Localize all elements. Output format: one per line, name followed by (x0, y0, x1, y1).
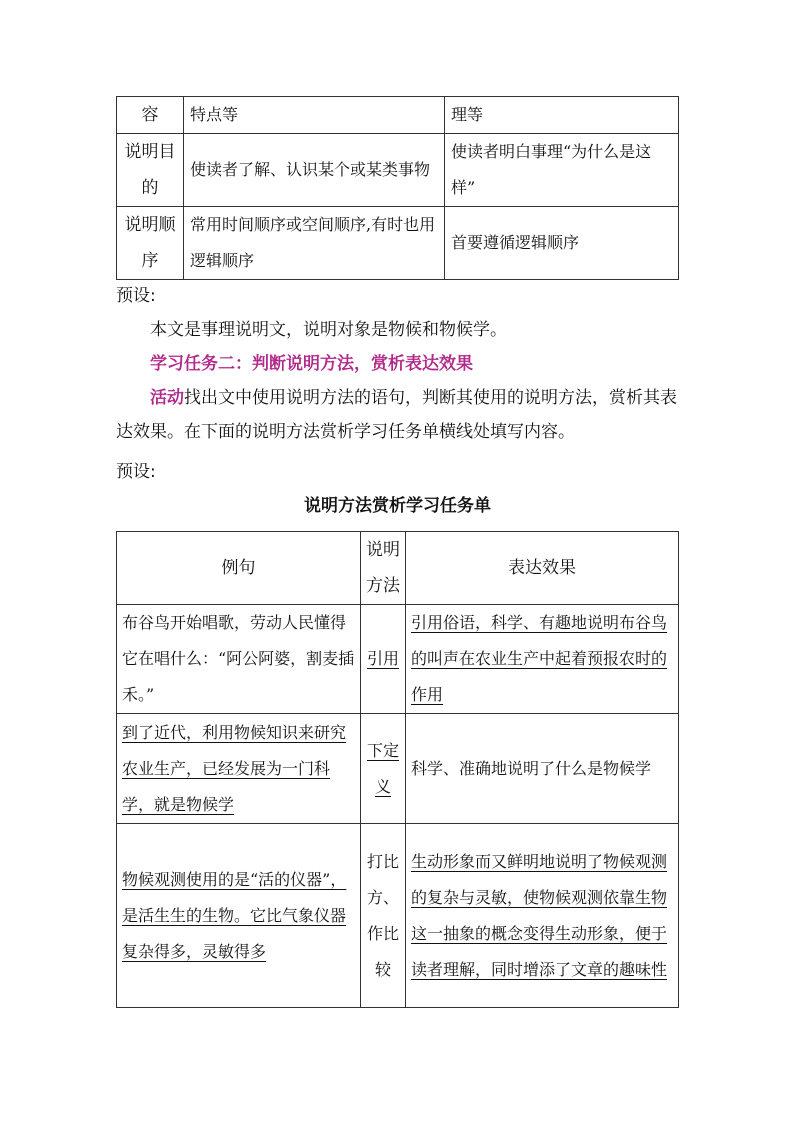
cell-right: 使读者明白事理“为什么是这样” (445, 134, 679, 207)
method-cell (361, 605, 406, 714)
comparison-table (116, 96, 679, 280)
effect-answer: 引用俗语，科学、有趣地说明布谷鸟的叫声在农业生产中起着预报农时的作用 (411, 613, 668, 704)
activity-label: 活动 (150, 388, 184, 408)
example-cell (117, 714, 361, 824)
effect-cell (406, 824, 679, 1008)
effect-answer: 科学、准确地说明了什么是物候学 (411, 758, 652, 778)
row-key: 说明目的 (117, 134, 184, 207)
table-row (117, 207, 679, 280)
cell-left: 特点等 (184, 97, 445, 134)
method-answer: 引用 (366, 649, 399, 668)
table-row (117, 605, 679, 714)
cell-right: 理等 (445, 97, 679, 134)
table-row (117, 714, 679, 824)
row-key: 容 (117, 97, 184, 134)
method-answer: 下定义 (366, 740, 399, 796)
example-cell (117, 605, 361, 714)
table-row (117, 97, 679, 134)
table-row (117, 824, 679, 1008)
example-text: 到了近代，利用物候知识来研究农业生产，已经发展为一门科学，就是物候学 (122, 722, 347, 814)
example-text: 布谷鸟开始唱歌，劳动人民懂得它在唱什么：“阿公阿婆，割麦插禾。” (122, 613, 355, 704)
sheet-caption: 说明方法赏析学习任务单 (304, 496, 491, 516)
preset-label: 预设: (116, 462, 156, 482)
effect-answer: 生动形象而又鲜明地说明了物候观测的复杂与灵敏，使物候观测依靠生物这一抽象的概念变得生动形象，便于读者理解，同时增添了文章的趣味性 (411, 851, 668, 979)
activity-text: 找出文中使用说明方法的语句，判断其使用的说明方法，赏析其表达效果。在下面的说明方法赏析学习任务单横线处填写内容。 (116, 388, 677, 442)
activity-paragraph (116, 381, 679, 449)
cell-left: 常用时间顺序或空间顺序,有时也用逻辑顺序 (184, 207, 445, 280)
header-effect: 表达效果 (406, 532, 679, 605)
example-cell (117, 824, 361, 1008)
table-row (117, 134, 679, 207)
method-cell (361, 824, 406, 1008)
row-key: 说明顺序 (117, 207, 184, 280)
effect-cell (406, 714, 679, 824)
cell-left: 使读者了解、认识某个或某类事物 (184, 134, 445, 207)
header-method: 说明方法 (361, 532, 406, 605)
method-answer: 打比方、作比较 (366, 851, 399, 979)
preset-text: 本文是事理说明文，说明对象是物候和物候学。 (150, 320, 507, 340)
task-heading: 学习任务二：判断说明方法，赏析表达效果 (150, 354, 473, 374)
method-analysis-table (116, 531, 679, 1008)
preset-label: 预设: (116, 286, 156, 306)
method-cell (361, 714, 406, 824)
table-header-row (117, 532, 679, 605)
example-text: 物候观测使用的是“活的仪器”，是活生生的生物。它比气象仪器复杂得多，灵敏得多 (122, 869, 347, 961)
effect-cell (406, 605, 679, 714)
cell-right: 首要遵循逻辑顺序 (445, 207, 679, 280)
header-example: 例句 (117, 532, 361, 605)
